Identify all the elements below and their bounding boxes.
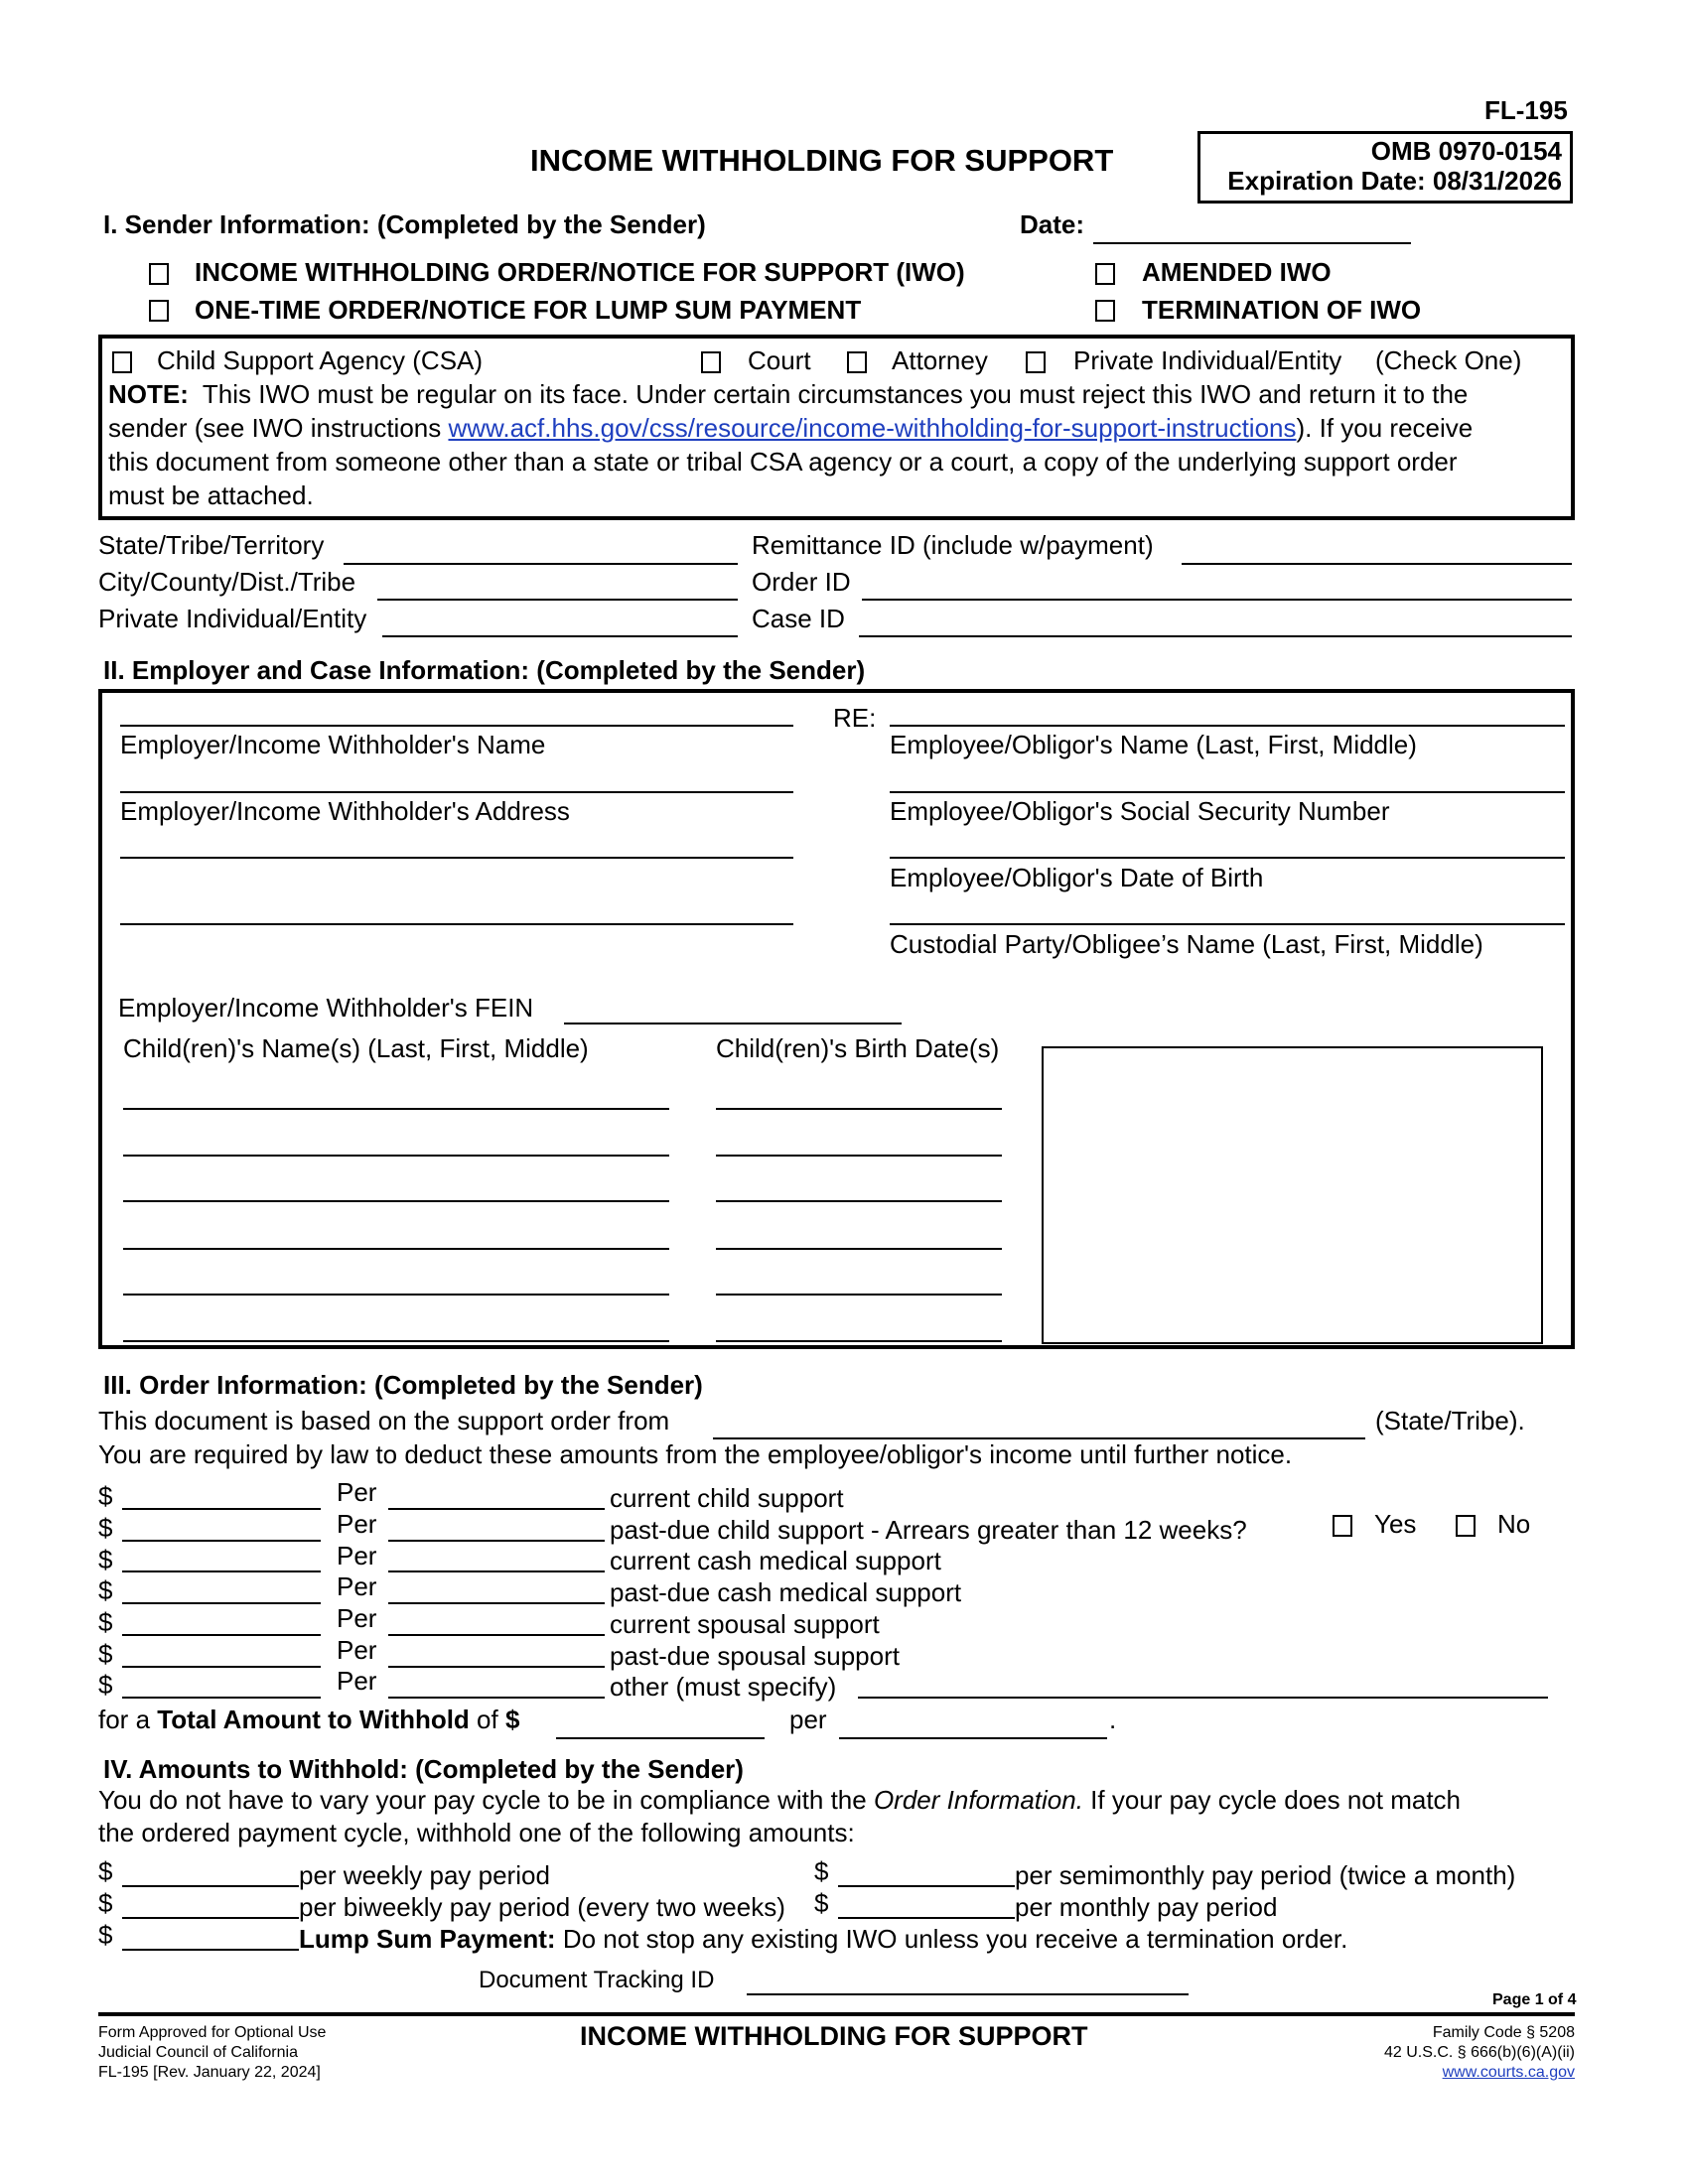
total-per-field[interactable] [839, 1737, 1107, 1739]
lump-sum-bold: Lump Sum Payment: [299, 1924, 556, 1954]
required-text: You are required by law to deduct these amounts from the employee/obligor's income until further notice. [98, 1439, 1293, 1469]
dollar-sign: $ [98, 1513, 113, 1543]
other-specify-field[interactable] [858, 1697, 1548, 1699]
iwo-label: INCOME WITHHOLDING ORDER/NOTICE FOR SUPPORT (IWO) [195, 257, 965, 287]
city-county-field[interactable] [377, 599, 738, 601]
omb-box [1197, 131, 1573, 204]
biweekly-amount-field[interactable] [122, 1917, 299, 1919]
child-dob-field-6[interactable] [716, 1340, 1002, 1342]
footer-left-2: Judicial Council of California [98, 2044, 298, 2061]
past-due-child-support-per[interactable] [388, 1540, 605, 1542]
child-name-field-2[interactable] [123, 1155, 669, 1157]
additional-info-box[interactable] [1042, 1046, 1543, 1344]
child-name-field-1[interactable] [123, 1108, 669, 1110]
employee-name-field[interactable] [890, 725, 1565, 727]
employer-address-field-2[interactable] [120, 857, 793, 859]
arrears-no-checkbox[interactable] [1456, 1515, 1476, 1537]
remittance-id-label: Remittance ID (include w/payment) [752, 530, 1154, 560]
note-line-2 [108, 413, 1473, 443]
state-tribe-field[interactable] [344, 563, 738, 565]
court-label: Court [748, 345, 811, 375]
fein-label: Employer/Income Withholder's FEIN [118, 993, 534, 1023]
custodial-name-label: Custodial Party/Obligee’s Name (Last, First, Middle) [890, 929, 1483, 959]
dollar-sign: $ [814, 1888, 829, 1918]
order-rows [98, 1477, 1588, 1735]
arrears-no-label: No [1497, 1509, 1531, 1539]
current-spousal-per[interactable] [388, 1634, 605, 1636]
past-due-medical-per[interactable] [388, 1602, 605, 1604]
current-medical-amount[interactable] [122, 1570, 321, 1572]
employee-name-label: Employee/Obligor's Name (Last, First, Middle) [890, 730, 1417, 759]
csa-checkbox[interactable] [112, 351, 132, 373]
note-text: sender (see IWO instructions [108, 413, 449, 443]
child-name-field-5[interactable] [123, 1294, 669, 1296]
lump-sum-line [299, 1924, 1347, 1954]
per-label: Per [337, 1541, 377, 1570]
note-label: NOTE: [108, 379, 189, 409]
past-due-medical-label: past-due cash medical support [610, 1577, 962, 1607]
current-medical-label: current cash medical support [610, 1546, 941, 1575]
case-id-label: Case ID [752, 604, 845, 633]
private-entity-field[interactable] [382, 635, 738, 637]
amended-iwo-label: AMENDED IWO [1142, 257, 1332, 287]
per-label: Per [337, 1477, 377, 1507]
tracking-id-label: Document Tracking ID [479, 1967, 715, 1993]
note-line-4: must be attached. [108, 480, 314, 510]
per-label: Per [337, 1666, 377, 1696]
note-line-3: this document from someone other than a state or tribal CSA agency or a court, a copy of the underlying support order [108, 447, 1458, 477]
state-tribe-label: State/Tribe/Territory [98, 530, 325, 560]
semimonthly-label: per semimonthly pay period (twice a month) [1015, 1860, 1516, 1890]
note-text: This IWO must be regular on its face. Under certain circumstances you must reject this IWO and return it to the [202, 379, 1469, 409]
section2-heading: II. Employer and Case Information: (Completed by the Sender) [103, 655, 866, 685]
child-name-field-3[interactable] [123, 1200, 669, 1202]
form-number: FL-195 [1484, 95, 1568, 125]
child-name-field-4[interactable] [123, 1248, 669, 1250]
attorney-checkbox[interactable] [847, 351, 867, 373]
past-due-child-support-amount[interactable] [122, 1540, 321, 1542]
dollar-sign: $ [814, 1856, 829, 1886]
section3-heading: III. Order Information: (Completed by the Sender) [103, 1370, 703, 1400]
current-child-support-per[interactable] [388, 1508, 605, 1510]
employee-ssn-label: Employee/Obligor's Social Security Number [890, 796, 1390, 826]
para-text: You do not have to vary your pay cycle to be in compliance with the [98, 1785, 874, 1815]
monthly-label: per monthly pay period [1015, 1892, 1278, 1922]
children-names-label: Child(ren)'s Name(s) (Last, First, Middle) [123, 1033, 589, 1063]
dollar-sign: $ [98, 1575, 113, 1605]
termination-iwo-label: TERMINATION OF IWO [1142, 295, 1422, 325]
fein-field[interactable] [564, 1023, 902, 1024]
current-child-support-label: current child support [610, 1483, 844, 1513]
employer-name-label: Employer/Income Withholder's Name [120, 730, 546, 759]
footer-right-1: Family Code § 5208 [1432, 2024, 1575, 2041]
employee-dob-label: Employee/Obligor's Date of Birth [890, 863, 1264, 892]
per-label: Per [337, 1603, 377, 1633]
lump-sum-amount-field[interactable] [122, 1949, 299, 1951]
child-dob-field-1[interactable] [716, 1108, 1002, 1110]
dollar-sign: $ [98, 1545, 113, 1574]
custodial-name-field[interactable] [890, 923, 1565, 925]
footer-rule [98, 2012, 1575, 2016]
per-label: Per [337, 1571, 377, 1601]
city-county-label: City/County/Dist./Tribe [98, 567, 356, 597]
total-prefix: for a [98, 1705, 158, 1734]
tracking-id-field[interactable] [747, 1993, 1189, 1995]
biweekly-label: per biweekly pay period (every two weeks) [299, 1892, 785, 1922]
total-of: of [469, 1705, 505, 1734]
iwo-instructions-link[interactable]: www.acf.hhs.gov/css/resource/income-withholding-for-support-instructions [448, 413, 1297, 443]
footer-right-2: 42 U.S.C. § 666(b)(6)(A)(ii) [1383, 2044, 1575, 2061]
iwo-checkbox[interactable] [149, 263, 169, 285]
private-entity-field-label: Private Individual/Entity [98, 604, 367, 633]
weekly-label: per weekly pay period [299, 1860, 550, 1890]
amended-iwo-checkbox[interactable] [1095, 263, 1115, 285]
arrears-yes-label: Yes [1374, 1509, 1417, 1539]
based-on-label: This document is based on the support order from [98, 1406, 670, 1435]
lump-sum-text: Do not stop any existing IWO unless you receive a termination order. [555, 1924, 1348, 1954]
note-text: ). If you receive [1296, 413, 1474, 443]
arrears-yes-checkbox[interactable] [1333, 1515, 1352, 1537]
termination-iwo-checkbox[interactable] [1095, 300, 1115, 322]
dollar-sign: $ [98, 1670, 113, 1700]
order-id-field[interactable] [862, 599, 1572, 601]
semimonthly-amount-field[interactable] [838, 1885, 1015, 1887]
other-per[interactable] [388, 1697, 605, 1699]
employer-address-field-3[interactable] [120, 923, 793, 925]
case-id-field[interactable] [859, 635, 1572, 637]
footer-title: INCOME WITHHOLDING FOR SUPPORT [580, 2021, 1088, 2051]
child-dob-field-5[interactable] [716, 1294, 1002, 1296]
employer-case-box [98, 689, 1575, 1349]
current-spousal-label: current spousal support [610, 1609, 880, 1639]
per-label: Per [337, 1509, 377, 1539]
courts-website-link[interactable]: www.courts.ca.gov [1442, 2064, 1575, 2081]
employer-address-field-1[interactable] [120, 791, 793, 793]
section1-heading: I. Sender Information: (Completed by the Sender) [103, 209, 706, 239]
past-due-spousal-label: past-due spousal support [610, 1641, 900, 1671]
monthly-amount-field[interactable] [838, 1917, 1015, 1919]
child-name-field-6[interactable] [123, 1340, 669, 1342]
past-due-child-support-label: past-due child support - Arrears greater than 12 weeks? [610, 1515, 1247, 1545]
total-per-label: per [789, 1705, 827, 1734]
children-dob-label: Child(ren)'s Birth Date(s) [716, 1033, 1000, 1063]
other-label: other (must specify) [610, 1672, 837, 1702]
page-number: Page 1 of 4 [1492, 1991, 1577, 2008]
attorney-label: Attorney [892, 345, 988, 375]
current-child-support-amount[interactable] [122, 1508, 321, 1510]
child-dob-field-3[interactable] [716, 1200, 1002, 1202]
child-dob-field-2[interactable] [716, 1155, 1002, 1157]
lump-sum-label: ONE-TIME ORDER/NOTICE FOR LUMP SUM PAYMENT [195, 295, 862, 325]
dollar-sign: $ [98, 1639, 113, 1669]
past-due-spousal-amount[interactable] [122, 1666, 321, 1668]
dollar-sign: $ [98, 1607, 113, 1637]
re-label: RE: [833, 703, 877, 733]
expiration-date: Expiration Date: 08/31/2026 [1227, 166, 1562, 196]
employer-name-field[interactable] [120, 725, 793, 727]
total-period: . [1109, 1705, 1117, 1734]
employee-dob-field[interactable] [890, 857, 1565, 859]
order-information-italic: Order Information. [873, 1785, 1083, 1815]
past-due-medical-amount[interactable] [122, 1602, 321, 1604]
past-due-spousal-per[interactable] [388, 1666, 605, 1668]
footer-left-3: FL-195 [Rev. January 22, 2024] [98, 2064, 321, 2081]
dollar-sign: $ [98, 1920, 113, 1950]
total-amount-field[interactable] [556, 1737, 765, 1739]
employer-address-label: Employer/Income Withholder's Address [120, 796, 570, 826]
section4-heading: IV. Amounts to Withhold: (Completed by the Sender) [103, 1754, 744, 1784]
employee-ssn-field[interactable] [890, 791, 1565, 793]
csa-label: Child Support Agency (CSA) [157, 345, 484, 375]
court-checkbox[interactable] [701, 351, 721, 373]
section4-para-2: the ordered payment cycle, withhold one of the following amounts: [98, 1818, 855, 1847]
footer-left-1: Form Approved for Optional Use [98, 2024, 327, 2041]
child-dob-field-4[interactable] [716, 1248, 1002, 1250]
total-line [98, 1705, 519, 1734]
current-spousal-amount[interactable] [122, 1634, 321, 1636]
page-title: INCOME WITHHOLDING FOR SUPPORT [530, 143, 1114, 178]
state-tribe-suffix: (State/Tribe). [1375, 1406, 1525, 1435]
total-label: Total Amount to Withhold [157, 1705, 470, 1734]
section4-para-1 [98, 1785, 1461, 1815]
weekly-amount-field[interactable] [122, 1885, 299, 1887]
private-entity-label: Private Individual/Entity [1073, 345, 1342, 375]
check-one-label: (Check One) [1375, 345, 1522, 375]
total-dollar: $ [504, 1705, 520, 1734]
current-medical-per[interactable] [388, 1570, 605, 1572]
sender-type-box [98, 335, 1575, 520]
note-line-1 [108, 379, 1468, 409]
dollar-sign: $ [98, 1856, 113, 1886]
order-id-label: Order ID [752, 567, 851, 597]
date-field[interactable] [1093, 242, 1411, 244]
other-amount[interactable] [122, 1697, 321, 1699]
date-label: Date: [1020, 209, 1085, 239]
dollar-sign: $ [98, 1888, 113, 1918]
omb-number: OMB 0970-0154 [1370, 136, 1562, 166]
lump-sum-checkbox[interactable] [149, 300, 169, 322]
per-label: Per [337, 1635, 377, 1665]
private-entity-checkbox[interactable] [1026, 351, 1046, 373]
remittance-id-field[interactable] [1182, 563, 1572, 565]
para-text: If your pay cycle does not match [1082, 1785, 1462, 1815]
dollar-sign: $ [98, 1481, 113, 1511]
